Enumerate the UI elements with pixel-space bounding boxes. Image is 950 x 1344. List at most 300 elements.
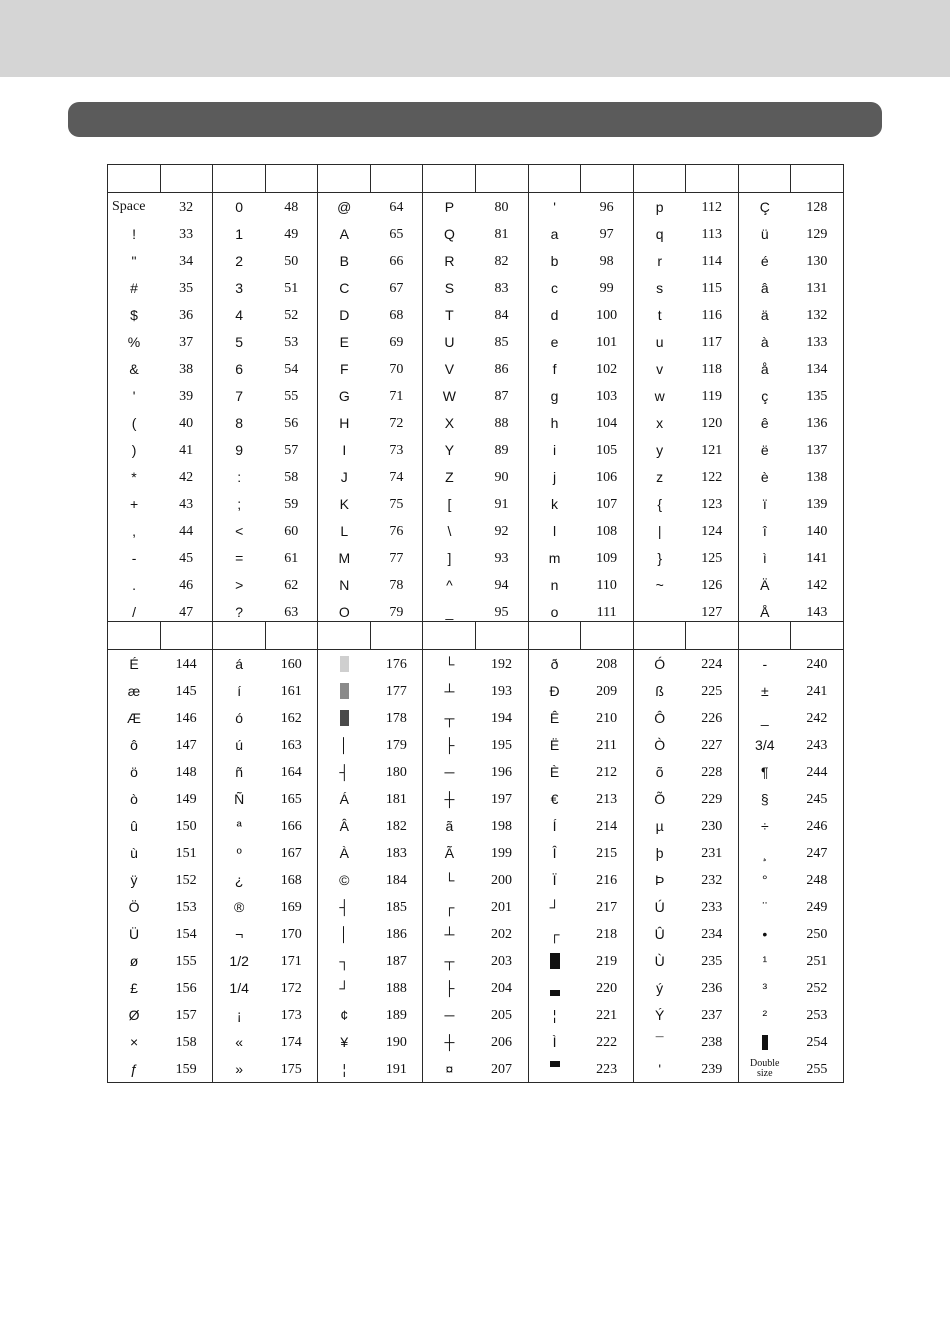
glyph-text: ? bbox=[235, 603, 244, 620]
character-glyph bbox=[423, 1001, 476, 1028]
character-glyph bbox=[213, 785, 266, 812]
character-code: 227 bbox=[686, 731, 739, 758]
character-glyph bbox=[528, 1055, 581, 1083]
header-cell bbox=[160, 622, 213, 650]
character-glyph bbox=[213, 193, 266, 221]
glyph-text: > bbox=[235, 576, 244, 593]
glyph-text: ┤ bbox=[339, 898, 350, 915]
character-glyph bbox=[318, 193, 371, 221]
character-code: 184 bbox=[370, 866, 423, 893]
character-code: 213 bbox=[581, 785, 634, 812]
character-code: 178 bbox=[370, 704, 423, 731]
glyph-text: ¦ bbox=[552, 1006, 557, 1023]
character-code: 125 bbox=[686, 544, 739, 571]
character-code: 116 bbox=[686, 301, 739, 328]
character-code: 179 bbox=[370, 731, 423, 758]
character-glyph bbox=[108, 650, 161, 678]
character-glyph bbox=[738, 920, 791, 947]
header-cell bbox=[528, 622, 581, 650]
glyph-text: © bbox=[339, 871, 350, 888]
character-code: 236 bbox=[686, 974, 739, 1001]
character-code: 139 bbox=[791, 490, 844, 517]
character-code: 235 bbox=[686, 947, 739, 974]
character-code: 217 bbox=[581, 893, 634, 920]
table-row bbox=[108, 866, 844, 893]
character-glyph bbox=[423, 974, 476, 1001]
character-code: 109 bbox=[581, 544, 634, 571]
glyph-text: Û bbox=[654, 925, 665, 942]
character-glyph bbox=[318, 517, 371, 544]
header-cell bbox=[581, 165, 634, 193]
character-glyph bbox=[528, 650, 581, 678]
table-row bbox=[108, 247, 844, 274]
character-code: 167 bbox=[265, 839, 318, 866]
glyph-text: Î bbox=[552, 844, 557, 861]
character-glyph bbox=[528, 812, 581, 839]
character-code: 134 bbox=[791, 355, 844, 382]
glyph-text: ô bbox=[130, 736, 138, 753]
glyph-text: 1 bbox=[235, 225, 244, 242]
table-row bbox=[108, 544, 844, 571]
character-code: 200 bbox=[475, 866, 528, 893]
glyph-text: ┴ bbox=[444, 925, 455, 942]
table-row bbox=[108, 731, 844, 758]
character-code: 136 bbox=[791, 409, 844, 436]
table-row bbox=[108, 893, 844, 920]
glyph-text: ' bbox=[132, 387, 136, 404]
glyph-text: ° bbox=[761, 871, 768, 888]
glyph-text: H bbox=[339, 414, 350, 431]
character-glyph bbox=[528, 247, 581, 274]
glyph-text: ƒ bbox=[130, 1060, 138, 1077]
character-glyph bbox=[738, 974, 791, 1001]
glyph-text: ' bbox=[553, 198, 556, 215]
character-glyph bbox=[318, 436, 371, 463]
glyph-text: ┼ bbox=[444, 790, 455, 807]
character-glyph bbox=[318, 247, 371, 274]
glyph-text: Ü bbox=[128, 925, 140, 942]
character-glyph bbox=[423, 247, 476, 274]
character-glyph bbox=[633, 812, 686, 839]
character-glyph bbox=[108, 893, 161, 920]
glyph-text: ┬ bbox=[444, 709, 455, 726]
glyph-text: c bbox=[551, 279, 559, 296]
character-code-table-2 bbox=[107, 621, 844, 1083]
character-glyph bbox=[423, 650, 476, 678]
character-code: 168 bbox=[265, 866, 318, 893]
character-code: 110 bbox=[581, 571, 634, 598]
character-code: 214 bbox=[581, 812, 634, 839]
glyph-text: ┌ bbox=[444, 898, 455, 915]
header-cell bbox=[265, 622, 318, 650]
glyph-text: Ù bbox=[654, 952, 665, 969]
glyph-text: ├ bbox=[444, 736, 455, 753]
character-code: 185 bbox=[370, 893, 423, 920]
character-code: 86 bbox=[475, 355, 528, 382]
glyph-text: ë bbox=[760, 441, 769, 458]
character-glyph bbox=[633, 920, 686, 947]
character-code: 237 bbox=[686, 1001, 739, 1028]
glyph-text: v bbox=[656, 360, 664, 377]
character-glyph bbox=[213, 1055, 266, 1083]
character-code: 137 bbox=[791, 436, 844, 463]
character-code: 183 bbox=[370, 839, 423, 866]
glyph-text: └ bbox=[444, 655, 455, 672]
glyph-text: ] bbox=[447, 549, 452, 566]
character-glyph bbox=[738, 355, 791, 382]
character-code: 154 bbox=[160, 920, 213, 947]
character-glyph bbox=[108, 355, 161, 382]
character-glyph bbox=[108, 220, 161, 247]
character-code: 240 bbox=[791, 650, 844, 678]
character-code: 156 bbox=[160, 974, 213, 1001]
table-row bbox=[108, 436, 844, 463]
glyph-text: Q bbox=[443, 225, 455, 242]
character-code: 195 bbox=[475, 731, 528, 758]
character-glyph bbox=[528, 382, 581, 409]
glyph-text: » bbox=[235, 1060, 244, 1077]
character-glyph bbox=[423, 947, 476, 974]
glyph-text: u bbox=[655, 333, 664, 350]
character-glyph bbox=[108, 1028, 161, 1055]
section-title-bar bbox=[68, 102, 882, 137]
character-glyph bbox=[108, 328, 161, 355]
glyph-text: t bbox=[657, 306, 662, 323]
glyph-text: ┌ bbox=[549, 925, 560, 942]
character-glyph bbox=[213, 544, 266, 571]
character-code: 130 bbox=[791, 247, 844, 274]
glyph-text: = bbox=[235, 549, 244, 566]
character-glyph bbox=[213, 463, 266, 490]
glyph-text: Ý bbox=[654, 1006, 665, 1023]
character-glyph bbox=[318, 274, 371, 301]
table-row bbox=[108, 490, 844, 517]
character-code: 162 bbox=[265, 704, 318, 731]
character-code: 170 bbox=[265, 920, 318, 947]
character-glyph bbox=[633, 436, 686, 463]
character-code: 150 bbox=[160, 812, 213, 839]
character-glyph bbox=[213, 974, 266, 1001]
character-code: 91 bbox=[475, 490, 528, 517]
table-row bbox=[108, 650, 844, 678]
character-code: 219 bbox=[581, 947, 634, 974]
character-glyph bbox=[108, 677, 161, 704]
character-code: 43 bbox=[160, 490, 213, 517]
character-glyph bbox=[528, 893, 581, 920]
character-code: 194 bbox=[475, 704, 528, 731]
character-glyph bbox=[213, 571, 266, 598]
character-glyph bbox=[318, 328, 371, 355]
glyph-text: × bbox=[129, 1033, 139, 1050]
character-code: 50 bbox=[265, 247, 318, 274]
glyph-text: ) bbox=[131, 441, 137, 458]
character-glyph bbox=[528, 704, 581, 731]
table-row bbox=[108, 1055, 844, 1083]
glyph-text: Y bbox=[444, 441, 455, 458]
glyph-text: y bbox=[656, 441, 664, 458]
character-glyph bbox=[423, 571, 476, 598]
character-code: 133 bbox=[791, 328, 844, 355]
glyph-text: │ bbox=[339, 925, 349, 942]
glyph-text: i bbox=[552, 441, 557, 458]
glyph-text: ò bbox=[130, 790, 138, 807]
glyph-text: a bbox=[550, 225, 559, 242]
character-code: 190 bbox=[370, 1028, 423, 1055]
glyph-text: ; bbox=[237, 495, 242, 512]
character-code: 102 bbox=[581, 355, 634, 382]
character-code: 193 bbox=[475, 677, 528, 704]
character-code: 158 bbox=[160, 1028, 213, 1055]
character-glyph bbox=[423, 355, 476, 382]
glyph-text: 8 bbox=[235, 414, 244, 431]
character-code: 173 bbox=[265, 1001, 318, 1028]
table-row bbox=[108, 974, 844, 1001]
header-cell bbox=[213, 622, 266, 650]
glyph-text: € bbox=[550, 790, 559, 807]
character-code: 228 bbox=[686, 758, 739, 785]
glyph-text: | bbox=[657, 522, 662, 539]
character-code: 70 bbox=[370, 355, 423, 382]
character-code: 105 bbox=[581, 436, 634, 463]
table-row bbox=[108, 409, 844, 436]
character-glyph bbox=[423, 274, 476, 301]
character-code: 96 bbox=[581, 193, 634, 221]
character-code: 239 bbox=[686, 1055, 739, 1083]
glyph-text: , bbox=[132, 522, 136, 539]
character-glyph bbox=[633, 866, 686, 893]
glyph-text: ú bbox=[235, 736, 244, 753]
character-glyph bbox=[213, 758, 266, 785]
table-row bbox=[108, 193, 844, 221]
character-code: 104 bbox=[581, 409, 634, 436]
glyph-text: À bbox=[339, 844, 349, 861]
block-half-glyph bbox=[762, 1035, 768, 1050]
character-code: 176 bbox=[370, 650, 423, 678]
character-code: 119 bbox=[686, 382, 739, 409]
character-code: 73 bbox=[370, 436, 423, 463]
table-row bbox=[108, 839, 844, 866]
glyph-text: U bbox=[444, 333, 455, 350]
glyph-text: Ô bbox=[654, 709, 666, 726]
shade-dark-block bbox=[340, 710, 349, 726]
glyph-text: _ bbox=[760, 709, 769, 726]
character-code: 59 bbox=[265, 490, 318, 517]
character-code: 242 bbox=[791, 704, 844, 731]
glyph-text: . bbox=[132, 576, 136, 593]
table-row bbox=[108, 463, 844, 490]
character-glyph bbox=[423, 785, 476, 812]
glyph-text: Â bbox=[339, 817, 349, 834]
glyph-text: Space bbox=[112, 198, 146, 214]
character-code: 56 bbox=[265, 409, 318, 436]
character-code: 250 bbox=[791, 920, 844, 947]
glyph-text: ¢ bbox=[340, 1006, 349, 1023]
character-code: 218 bbox=[581, 920, 634, 947]
character-glyph bbox=[738, 490, 791, 517]
character-glyph bbox=[213, 1028, 266, 1055]
table-row bbox=[108, 758, 844, 785]
character-glyph bbox=[633, 544, 686, 571]
table-row bbox=[108, 517, 844, 544]
glyph-text: ® bbox=[233, 898, 245, 915]
character-code: 58 bbox=[265, 463, 318, 490]
character-code: 161 bbox=[265, 677, 318, 704]
glyph-text: à bbox=[760, 333, 769, 350]
character-glyph bbox=[528, 731, 581, 758]
glyph-text: µ bbox=[655, 817, 664, 834]
character-code: 230 bbox=[686, 812, 739, 839]
character-glyph bbox=[738, 220, 791, 247]
character-code: 152 bbox=[160, 866, 213, 893]
character-code: 68 bbox=[370, 301, 423, 328]
character-glyph bbox=[738, 812, 791, 839]
character-code: 174 bbox=[265, 1028, 318, 1055]
character-glyph bbox=[633, 463, 686, 490]
character-glyph bbox=[738, 704, 791, 731]
character-code: 35 bbox=[160, 274, 213, 301]
character-code: 244 bbox=[791, 758, 844, 785]
character-glyph bbox=[738, 866, 791, 893]
glyph-text: Đ bbox=[549, 682, 560, 699]
character-glyph bbox=[633, 1055, 686, 1083]
glyph-text: Ê bbox=[549, 709, 560, 726]
glyph-text: É bbox=[129, 655, 139, 672]
character-glyph bbox=[738, 1001, 791, 1028]
character-code: 47 bbox=[160, 598, 213, 626]
character-code: 80 bbox=[475, 193, 528, 221]
glyph-text: Ú bbox=[654, 898, 665, 915]
character-glyph bbox=[738, 436, 791, 463]
character-code: 144 bbox=[160, 650, 213, 678]
character-glyph bbox=[213, 409, 266, 436]
character-code: 234 bbox=[686, 920, 739, 947]
character-code: 222 bbox=[581, 1028, 634, 1055]
character-code: 135 bbox=[791, 382, 844, 409]
character-glyph bbox=[108, 463, 161, 490]
character-glyph bbox=[108, 731, 161, 758]
glyph-text: ¡ bbox=[236, 1006, 242, 1023]
character-code: 51 bbox=[265, 274, 318, 301]
character-code: 98 bbox=[581, 247, 634, 274]
character-glyph bbox=[528, 1028, 581, 1055]
character-glyph bbox=[528, 274, 581, 301]
character-code: 131 bbox=[791, 274, 844, 301]
character-glyph bbox=[108, 247, 161, 274]
character-code: 155 bbox=[160, 947, 213, 974]
character-glyph bbox=[423, 704, 476, 731]
character-glyph bbox=[528, 355, 581, 382]
character-code: 54 bbox=[265, 355, 318, 382]
character-code: 64 bbox=[370, 193, 423, 221]
glyph-text: ─ bbox=[444, 1006, 455, 1023]
character-glyph bbox=[528, 328, 581, 355]
glyph-text: ┼ bbox=[444, 1033, 455, 1050]
glyph-text: m bbox=[548, 549, 561, 566]
glyph-text: o bbox=[550, 603, 559, 620]
character-glyph bbox=[213, 382, 266, 409]
glyph-text: F bbox=[340, 360, 349, 377]
glyph-text: " bbox=[131, 252, 137, 269]
glyph-text: ª bbox=[236, 817, 242, 834]
character-glyph bbox=[738, 677, 791, 704]
character-glyph bbox=[528, 920, 581, 947]
glyph-text: « bbox=[235, 1033, 244, 1050]
character-glyph bbox=[633, 247, 686, 274]
glyph-text: + bbox=[129, 495, 139, 512]
glyph-text: X bbox=[444, 414, 455, 431]
character-glyph bbox=[108, 839, 161, 866]
character-code: 212 bbox=[581, 758, 634, 785]
character-code: 65 bbox=[370, 220, 423, 247]
character-code: 187 bbox=[370, 947, 423, 974]
glyph-text: Z bbox=[445, 468, 454, 485]
character-glyph bbox=[108, 785, 161, 812]
character-code: 220 bbox=[581, 974, 634, 1001]
glyph-text: Ë bbox=[549, 736, 560, 753]
character-code: 92 bbox=[475, 517, 528, 544]
character-code: 138 bbox=[791, 463, 844, 490]
character-glyph bbox=[213, 247, 266, 274]
character-glyph bbox=[738, 409, 791, 436]
header-cell bbox=[318, 622, 371, 650]
character-glyph bbox=[528, 947, 581, 974]
character-glyph bbox=[318, 974, 371, 1001]
character-glyph bbox=[213, 920, 266, 947]
glyph-text: ^ bbox=[446, 576, 453, 593]
character-glyph bbox=[528, 785, 581, 812]
character-code: 153 bbox=[160, 893, 213, 920]
glyph-text: ¿ bbox=[234, 871, 244, 888]
glyph-text: ├ bbox=[444, 979, 455, 996]
character-code: 44 bbox=[160, 517, 213, 544]
character-code: 55 bbox=[265, 382, 318, 409]
character-glyph bbox=[633, 893, 686, 920]
glyph-text: ê bbox=[760, 414, 769, 431]
character-code: 189 bbox=[370, 1001, 423, 1028]
glyph-text: M bbox=[338, 549, 351, 566]
glyph-text: O bbox=[338, 603, 350, 620]
character-code: 247 bbox=[791, 839, 844, 866]
character-code: 196 bbox=[475, 758, 528, 785]
glyph-text: @ bbox=[337, 198, 352, 215]
glyph-text: # bbox=[130, 279, 138, 296]
glyph-text: ÿ bbox=[130, 871, 138, 888]
glyph-text: ã bbox=[445, 817, 454, 834]
header-cell bbox=[791, 622, 844, 650]
glyph-text: W bbox=[442, 387, 457, 404]
character-glyph bbox=[528, 193, 581, 221]
character-code: 118 bbox=[686, 355, 739, 382]
character-code: 82 bbox=[475, 247, 528, 274]
character-code: 151 bbox=[160, 839, 213, 866]
character-glyph bbox=[108, 704, 161, 731]
character-code: 76 bbox=[370, 517, 423, 544]
character-glyph bbox=[738, 571, 791, 598]
character-code: 159 bbox=[160, 1055, 213, 1083]
character-code: 129 bbox=[791, 220, 844, 247]
character-glyph bbox=[108, 947, 161, 974]
character-glyph bbox=[633, 704, 686, 731]
glyph-text: Å bbox=[760, 603, 770, 620]
glyph-text: Ç bbox=[759, 198, 770, 215]
character-glyph bbox=[423, 193, 476, 221]
glyph-text: k bbox=[551, 495, 559, 512]
character-glyph bbox=[108, 920, 161, 947]
glyph-text: 0 bbox=[235, 198, 244, 215]
character-code: 175 bbox=[265, 1055, 318, 1083]
glyph-text: ¨ bbox=[762, 898, 768, 915]
glyph-text: å bbox=[760, 360, 769, 377]
